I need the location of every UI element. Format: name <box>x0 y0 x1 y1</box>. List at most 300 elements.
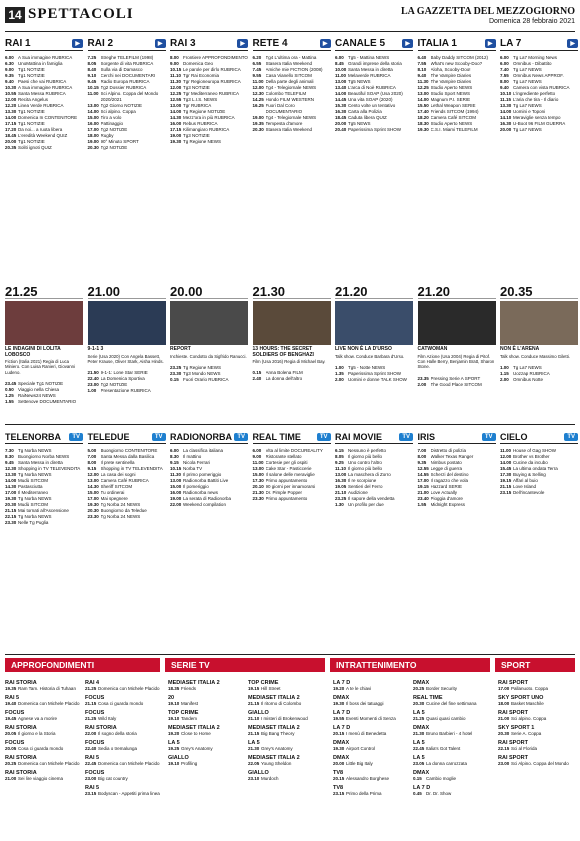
listing-channel: RAI 5 <box>85 755 100 761</box>
program-time: 23.25 <box>335 496 347 501</box>
listing-channel: SKY SPORT 1 <box>498 725 535 731</box>
listing-time: 23.00 <box>498 761 510 766</box>
program-title: Love Island <box>513 484 537 489</box>
program-time: 20.00 <box>5 139 17 144</box>
program-title: Tg Norba NEWS <box>18 448 52 453</box>
listing-channel: MEDIASET ITALIA 2 <box>168 680 220 686</box>
program-time: 21.15 <box>500 484 512 489</box>
local-channel-name: TELEDUE <box>87 431 130 442</box>
program-title: La serata di Radionorba <box>183 496 232 501</box>
listing-title: Domenica con Michele Placido <box>98 761 160 766</box>
listing-time: 19.30 <box>333 701 345 706</box>
program-time: 20.30 <box>252 127 264 132</box>
program-title: Friends SITCOM (1994) <box>430 109 479 114</box>
channel-logo-icon: TV <box>317 433 331 441</box>
listing-title: Grey's Anatomy <box>181 746 213 751</box>
listing-channel: DMAX <box>413 770 430 776</box>
program-time: 7.45 <box>252 67 262 72</box>
prime-title: 13 HOURS: THE SECRET SOLDIERS OF BENGHAZI <box>252 346 314 358</box>
program-time: 23.35 <box>417 375 429 381</box>
listing-title: Airport Control <box>346 746 376 751</box>
program-title: Il giorno più bello <box>348 454 383 459</box>
channel-column <box>500 36 578 382</box>
program-time: 16.30 <box>335 478 347 483</box>
program-title: Tg La7 NEWS <box>513 103 542 108</box>
program-title: Tg La7 NEWS <box>513 67 542 72</box>
program-time: 19.30 <box>87 502 99 507</box>
listing-title: Domenica con Michele Placido <box>18 761 80 766</box>
program-title: Il sapore della vendetta <box>348 496 395 501</box>
local-channel-column <box>500 430 578 496</box>
program-row <box>88 91 166 103</box>
program-title: Tg Norba 24 NEWS <box>100 514 141 519</box>
program-title: Speciale Tg1 NOTIZIE <box>18 381 64 387</box>
program-title: Affari al buio <box>513 478 538 483</box>
program-time: 22.40 <box>87 376 99 382</box>
program-title: A Sua immagine RUBRICA <box>18 55 73 60</box>
program-row <box>418 502 496 508</box>
program-title: Meraviglie senza tempo <box>513 115 561 120</box>
program-title: Viaggio nella Chiesa <box>18 387 59 393</box>
listing-title: Sci al Florida <box>511 746 538 751</box>
program-time: 6.00 <box>500 55 509 60</box>
program-time: 17.00 <box>417 478 429 483</box>
program-title: Fuori Dal Coro DOCUMENTARIO <box>265 103 303 114</box>
program-time: 20.35 <box>5 145 17 150</box>
listing-column <box>333 677 408 797</box>
program-time: 21.00 <box>417 490 429 495</box>
local-channel-column <box>170 430 248 508</box>
program-time: 14.00 <box>5 478 17 483</box>
channel-logo-icon: ▶ <box>402 39 413 48</box>
program-title: Tg2 Giorno NOTIZIE <box>100 103 143 108</box>
program-title: Tg2 Dossier RUBRICA <box>100 85 147 90</box>
program-time: 12.55 <box>417 466 429 471</box>
program-time: 10.55 <box>5 91 17 96</box>
listing-row <box>248 746 323 752</box>
prime-photo <box>335 301 413 345</box>
program-time: 20.30 <box>87 508 99 513</box>
program-time: 17.30 <box>500 472 512 477</box>
program-time: 18.45 <box>335 115 347 120</box>
program-time: 11.30 <box>170 79 182 84</box>
prime-time: 21.20 <box>418 284 496 299</box>
program-title: Shopping in TV TELEVENDITA <box>100 466 163 471</box>
listing-title: Bruno Barbieri - 4 hotel <box>426 731 473 736</box>
program-time: 1.55 <box>5 399 14 405</box>
listing-time: 20.15 <box>333 731 345 736</box>
program-time: 20.30 <box>87 145 99 150</box>
late-program-row <box>170 377 248 383</box>
local-channel-header <box>88 430 166 444</box>
program-time: 7.25 <box>87 55 97 60</box>
prime-photo <box>88 301 166 345</box>
listing-row <box>5 761 80 767</box>
listing-row <box>5 746 80 752</box>
program-title: Santa Messa in diretta <box>18 460 63 465</box>
listing-row <box>413 761 488 767</box>
channel-name: CANALE 5 <box>335 37 386 49</box>
listing-row <box>168 716 243 722</box>
program-time: 17.15 <box>5 121 17 126</box>
listing-time: 21.25 <box>85 716 97 721</box>
listing-column <box>168 677 243 767</box>
listing-time: 22.45 <box>413 746 425 751</box>
listing-title: Murdoch <box>261 776 279 781</box>
program-title: Norba TV <box>183 466 203 471</box>
program-time: 14.10 <box>500 115 512 120</box>
listing-row <box>413 686 488 692</box>
program-time: 5.00 <box>87 448 97 453</box>
listing-channel: DMAX <box>333 695 350 701</box>
program-time: 8.05 <box>335 454 344 459</box>
program-title: Tu ordinerai <box>100 490 125 495</box>
program-title: Aloha, Scooby-Doo! <box>430 67 471 72</box>
listing-title: Ram Tam. Historia di Tuhaan <box>18 686 76 691</box>
program-time: 15.50 <box>417 103 429 108</box>
listing-row <box>498 716 575 722</box>
program-time: 23.30 <box>87 514 99 519</box>
program-row <box>335 502 413 508</box>
program-title: Nicola Ferrari <box>183 460 211 465</box>
listing-title: Close to Home <box>181 731 211 736</box>
prime-title: 9-1-1 3 <box>87 346 104 352</box>
channel-logo-icon: TV <box>399 433 413 441</box>
program-time: 13.00 <box>87 478 99 483</box>
program-title: Uozzap RUBRICA <box>513 370 550 376</box>
program-title: Domenica In CONTENITORE <box>18 115 78 120</box>
program-title: Tg Regione NEWS <box>183 364 222 370</box>
channel-logo-icon: TV <box>234 433 248 441</box>
program-title: Nessuno è perfetto <box>348 448 387 453</box>
listing-title: Friends <box>181 686 197 691</box>
program-title: Buongiorno CONTENITORE <box>100 448 158 453</box>
program-title: Tg Norba NEWS <box>18 472 52 477</box>
program-time: 20.30 <box>5 502 17 507</box>
program-time: 6.00 <box>335 55 344 60</box>
listing-time: 19.10 <box>168 716 180 721</box>
listing-time: 23.15 <box>333 791 345 796</box>
program-time: 7.00 <box>87 454 97 459</box>
local-channel-column <box>335 430 413 508</box>
listing-channel: TV8 <box>333 785 344 791</box>
listing-row <box>333 686 408 692</box>
program-time: 13.40 <box>335 85 347 90</box>
program-title: Tg La7 Morning News <box>513 55 558 60</box>
late-program-row <box>418 382 496 388</box>
program-title: Tgr RUBRICA <box>183 103 212 108</box>
program-time: 11.00 <box>252 79 264 84</box>
program-title: Studio Aperto NEWS <box>430 85 473 90</box>
listing-row <box>498 761 575 767</box>
program-time: 10.30 <box>5 85 17 90</box>
program-title: L'eredità Weekend QUIZ <box>18 133 68 138</box>
local-channel-name: REAL TIME <box>252 431 301 442</box>
program-time: 12.30 <box>252 91 264 96</box>
program-title: Settenove DOCUMENTARIO <box>18 399 77 405</box>
program-time: 17.40 <box>417 109 429 114</box>
program-title: Amiche mie FICTION (2008) <box>265 67 323 72</box>
program-time: 13.00 <box>170 103 182 108</box>
program-time: 23.45 <box>5 381 17 387</box>
listing-channel: RAI STORIA <box>5 725 37 731</box>
program-title: Tg1 NOTIZIE <box>18 139 45 144</box>
program-title: Della parte degli animali <box>265 79 314 84</box>
channel-name: RETE 4 <box>252 37 288 49</box>
listing-channel: RAI STORIA <box>85 725 117 731</box>
prime-photo <box>170 301 248 345</box>
listing-title: Dr. Dr. Show <box>426 791 452 796</box>
listing-time: 19.25 <box>168 746 180 751</box>
prime-photo <box>418 301 496 345</box>
channel-header <box>253 36 331 51</box>
program-time: 1.30 <box>335 502 344 507</box>
listing-row <box>333 776 408 782</box>
listing-row <box>333 761 408 767</box>
program-title: Magnum P.I. SERIE <box>430 97 471 102</box>
program-time: 6.00 <box>170 448 179 453</box>
program-title: Audizione <box>348 490 368 495</box>
program-time: 13.00 <box>335 472 347 477</box>
late-program-row <box>5 399 83 405</box>
program-title: Weekend compilation <box>183 502 226 507</box>
listing-channel: LA 5 <box>248 740 260 746</box>
listing-time: 19.20 <box>333 686 345 691</box>
listing-time: 21.30 <box>413 731 425 736</box>
program-time: 21.10 <box>335 490 347 495</box>
channel-header <box>5 36 83 51</box>
channel-name: LA 7 <box>500 37 522 49</box>
listing-channel: LA 7 D <box>333 680 351 686</box>
program-time: 23.15 <box>500 490 512 495</box>
channel-column <box>170 36 248 382</box>
prime-description: Serie (Usa 2020) Con Angela Bassett, Peter Krause, Oliver Stark, Aisha Hinds. <box>87 353 164 364</box>
program-title: Radionorba news <box>183 490 219 495</box>
listing-row <box>333 716 408 722</box>
program-time: 14.00 <box>87 109 99 114</box>
listing-time: 22.40 <box>85 746 97 751</box>
program-title: Kilimangiaro RUBRICA <box>183 127 230 132</box>
listing-time: 17.00 <box>498 686 510 691</box>
listing-row <box>413 701 488 707</box>
program-title: Tiro a volo <box>100 115 122 120</box>
program-title: Paesi che vai RUBRICA <box>18 79 67 84</box>
program-title: Omnibus - Dibattito <box>513 61 552 66</box>
listing-row <box>333 791 408 797</box>
listing-time: 19.10 <box>168 701 180 706</box>
program-title: Tg2 NOTIZIE <box>100 127 128 132</box>
section-title: SPETTACOLI <box>28 6 134 22</box>
program-time: 8.00 <box>170 55 179 60</box>
program-title: C.S.I. Miami TELEFILM <box>430 127 478 132</box>
program-time: 18.00 <box>87 133 99 138</box>
listing-title: Big Bang Theory <box>261 731 295 736</box>
program-title: Tg La7 NEWS <box>513 79 542 84</box>
program-title: Santa Messa RUBRICA <box>18 91 66 96</box>
local-channel-column <box>253 430 331 502</box>
listing-row <box>498 746 575 752</box>
local-channel-header <box>418 430 496 444</box>
listing-channel: LA 7 D <box>333 725 351 731</box>
program-time: 19.30 <box>5 496 17 501</box>
listing-time: 20.25 <box>413 686 425 691</box>
category-band: APPROFONDIMENTI <box>5 658 160 672</box>
program-row <box>253 496 331 502</box>
program-title: La ultima ondata Terra <box>513 466 558 471</box>
channel-name: RAI 3 <box>170 37 196 49</box>
listing-time: 21.30 <box>248 746 260 751</box>
program-time: 12.25 <box>417 85 429 90</box>
local-channel-header <box>335 430 413 444</box>
program-title: Sci alpino. Coppa <box>100 109 136 114</box>
listing-channel: MEDIASET ITALIA 2 <box>248 755 300 761</box>
program-title: Paperissima Sprint SHOW <box>348 127 402 132</box>
program-title: Uomini e Toponi <box>513 109 546 114</box>
program-title: Rugby <box>100 133 114 138</box>
listing-row <box>5 716 80 722</box>
listing-row <box>248 731 323 737</box>
prime-title: REPORT <box>170 346 191 352</box>
program-time: 8.00 <box>417 454 427 459</box>
listing-row <box>85 761 160 767</box>
listing-time: 19.45 <box>5 716 17 721</box>
program-title: L'aria che tira - Il diario <box>513 97 559 102</box>
program-time: 9.15 <box>87 466 97 471</box>
local-channel-header <box>5 430 83 444</box>
program-title: The Vampire Diaries <box>430 73 472 78</box>
program-time: 13.30 <box>5 472 17 477</box>
program-time: 6.55 <box>252 61 262 66</box>
late-program-row <box>500 377 578 383</box>
program-time: 8.40 <box>87 67 97 72</box>
listing-time: 20.25 <box>5 761 17 766</box>
program-time: 15.00 <box>87 115 99 120</box>
listing-time: 19.30 <box>333 746 345 751</box>
program-time: 12.20 <box>5 103 17 108</box>
listing-title: Sci alpino. Coppa <box>511 716 547 721</box>
program-title: Il salone delle meraviglie <box>265 472 315 477</box>
program-title: Studio Aperto NEWS <box>430 121 473 126</box>
listing-time: 23.10 <box>248 776 260 781</box>
listing-title: Serie A. Coppa <box>511 731 542 736</box>
listing-time: 19.10 <box>168 761 180 766</box>
prime-time: 20.00 <box>170 284 248 299</box>
listing-channel: TOP CRIME <box>168 710 199 716</box>
program-title: Soliti ignoti QUIZ <box>18 145 52 150</box>
program-time: 9.10 <box>87 73 97 78</box>
program-row <box>88 145 166 151</box>
listing-title: Il sogno della storia <box>98 731 137 736</box>
program-title: 90 giorni per innamorarsi <box>265 484 316 489</box>
listing-row <box>248 701 323 707</box>
listing-row <box>248 716 323 722</box>
program-title: Lethal Weapon SERIE <box>430 103 476 108</box>
program-title: La donna dell'altro <box>265 376 303 382</box>
program-time: 12.00 <box>87 472 99 477</box>
program-time: 19.00 <box>87 139 99 144</box>
channel-logo-icon: ▶ <box>237 39 248 48</box>
program-title: Melaverde RUBRICA <box>348 73 391 78</box>
prime-description: Fiction (Italia 2021) Regia di Luca Miniero. Con Luisa Ranieri, Giovanni Ludeno. <box>5 359 75 375</box>
prime-photo <box>500 301 578 345</box>
program-title: The Good Place SITCOM <box>430 381 482 387</box>
program-time: 17.00 <box>87 496 99 501</box>
listing-title: Profiling <box>181 761 198 766</box>
listing-title: Cosa ci guarda mondo <box>18 746 64 751</box>
listing-channel: RAI SPORT <box>498 740 528 746</box>
program-title: Nimbus postato <box>430 460 462 465</box>
program-time: 19.35 <box>252 121 264 126</box>
prime-title: CATWOMAN <box>417 346 448 352</box>
listing-channel: RAI STORIA <box>5 680 37 686</box>
program-title: Un profilo per due <box>348 502 384 507</box>
program-title: Tg1 NOTIZIE <box>18 109 45 114</box>
program-title: Tg3 L.I.S. NEWS <box>183 97 218 102</box>
program-time: 19.00 <box>252 115 264 120</box>
program-time: 7.40 <box>500 67 509 72</box>
program-title: Cucine da incubo <box>513 460 548 465</box>
program-title: Linea Verde RUBRICA <box>18 103 64 108</box>
program-time: 10.00 <box>335 67 347 72</box>
category-band: SPORT <box>495 658 575 672</box>
listing-time: 20.30 <box>413 701 425 706</box>
program-time: 6.15 <box>335 448 344 453</box>
program-time: 12.00 <box>170 85 182 90</box>
prime-description: Film Azione (Usa 2004) Regia di Pitof. Con Halle Berry, Benjamin Bratt, Sharon Stone. <box>417 353 495 370</box>
channel-header <box>418 36 496 51</box>
program-time: 11.00 <box>500 448 512 453</box>
program-title: Tgr Mediterraneo RUBRICA <box>183 91 240 96</box>
program-time: 14.00 <box>500 460 512 465</box>
program-title: Tg1 NOTIZIE <box>18 67 45 72</box>
channel-logo-icon: ▶ <box>485 39 496 48</box>
program-title: Tg5 - Mattina NEWS <box>348 55 390 60</box>
program-title: Tg3 Mondo NEWS <box>183 370 221 376</box>
program-title: Primo appuntamento <box>265 478 308 483</box>
program-title: Streghe TELEFILM (1998) <box>100 55 154 60</box>
prime-description: Talk show. Conduce Barbara d'Urso. <box>335 353 405 359</box>
listing-channel: FOCUS <box>85 740 105 746</box>
listing-column <box>248 677 323 782</box>
listing-time: 21.15 <box>248 701 260 706</box>
program-time: 11.00 <box>252 460 264 465</box>
listing-channel: MEDIASET ITALIA 2 <box>248 725 300 731</box>
program-title: Pattinaggio <box>100 121 124 126</box>
program-time: 9.45 <box>87 79 97 84</box>
program-title: Distretto di polizia <box>430 448 467 453</box>
program-time: 19.00 <box>170 496 182 501</box>
listing-time: 0.45 <box>413 791 422 796</box>
program-time: 17.00 <box>87 127 99 132</box>
program-time: 7.00 <box>417 448 427 453</box>
program-title: Nelle Tg Puglia <box>18 520 49 525</box>
listing-row <box>498 701 575 707</box>
listing-channel: LA 5 <box>413 740 425 746</box>
listing-title: Young Sheldon <box>261 761 292 766</box>
prime-title: LIVE NON È LA D'URSO <box>335 346 392 352</box>
listing-channel: FOCUS <box>5 710 25 716</box>
program-time: 11.00 <box>335 73 347 78</box>
program-title: Anna Bolena FILM <box>265 370 303 376</box>
program-time: 16.00 <box>170 121 182 126</box>
listing-column <box>498 677 575 767</box>
listing-channel: FOCUS <box>85 770 105 776</box>
program-time: 14.30 <box>5 484 17 489</box>
program-title: Stasera Italia Weekend <box>265 61 312 66</box>
program-time: 13.00 <box>170 478 182 483</box>
program-title: Uomini e donne TALK SHOW <box>348 376 407 382</box>
program-time: 14.00 <box>5 115 17 120</box>
